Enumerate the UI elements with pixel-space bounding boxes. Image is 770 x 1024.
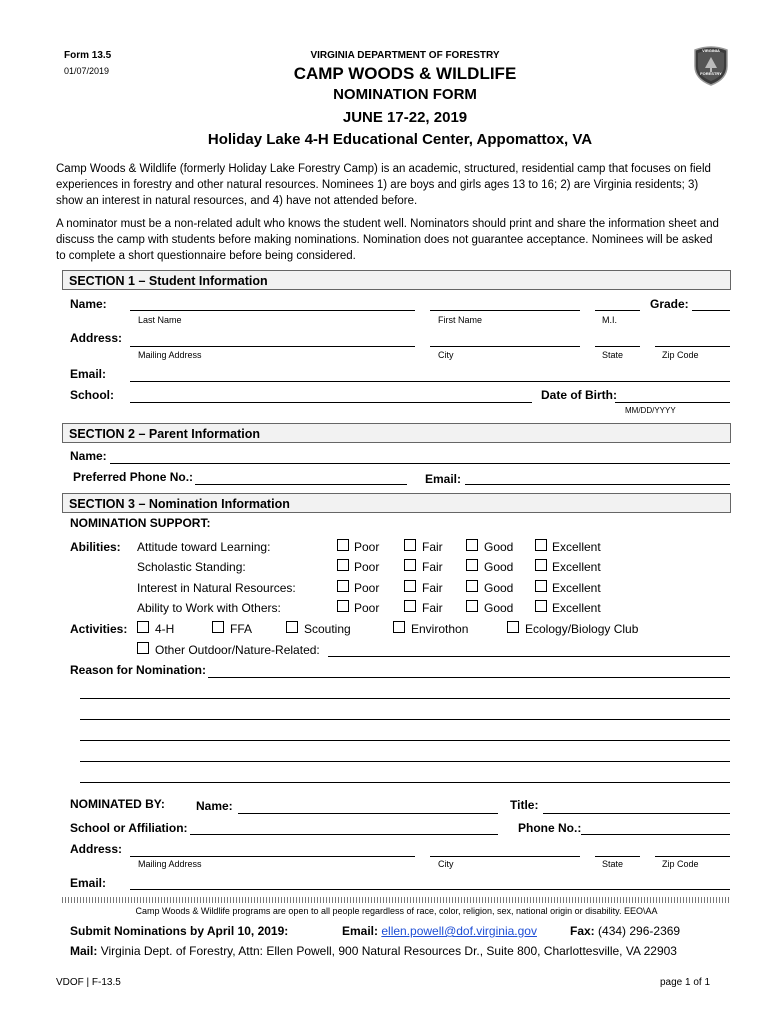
student-name-label: Name: bbox=[70, 297, 107, 311]
nominator-title-label: Title: bbox=[510, 798, 539, 812]
section-3-header: SECTION 3 – Nomination Information bbox=[62, 493, 731, 513]
form-date: 01/07/2019 bbox=[64, 66, 110, 76]
fax-number: (434) 296-2369 bbox=[598, 924, 681, 938]
affiliation-label: School or Affiliation: bbox=[70, 821, 188, 835]
activity-4h-checkbox[interactable] bbox=[137, 621, 149, 633]
mail-address-group bbox=[70, 944, 730, 958]
scholastic-poor-label: Poor bbox=[354, 560, 380, 574]
nominator-name-field[interactable] bbox=[238, 813, 498, 814]
city-caption: City bbox=[438, 350, 454, 360]
school-field[interactable] bbox=[130, 402, 532, 403]
activity-ffa-checkbox[interactable] bbox=[212, 621, 224, 633]
submit-email-link[interactable]: ellen.powell@dof.virginia.gov bbox=[381, 924, 537, 938]
reason-line-2[interactable] bbox=[80, 698, 730, 699]
school-label: School: bbox=[70, 388, 114, 402]
attitude-good-label: Good bbox=[484, 540, 514, 554]
first-name-caption: First Name bbox=[438, 315, 483, 325]
reason-line-4[interactable] bbox=[80, 740, 730, 741]
submit-email-group bbox=[342, 924, 537, 938]
work-fair-label: Fair bbox=[422, 601, 443, 615]
student-mi-field[interactable] bbox=[595, 310, 640, 311]
scholastic-good-checkbox[interactable] bbox=[466, 559, 478, 571]
activity-other-field[interactable] bbox=[328, 656, 730, 657]
activity-envirothon-checkbox[interactable] bbox=[393, 621, 405, 633]
dob-format-caption: MM/DD/YYYY bbox=[625, 406, 676, 415]
activity-ffa-label: FFA bbox=[230, 622, 253, 636]
page-number: page 1 of 1 bbox=[660, 977, 711, 988]
nominator-email-label: Email: bbox=[70, 876, 107, 890]
interest-good-checkbox[interactable] bbox=[466, 580, 478, 592]
reason-line-6[interactable] bbox=[80, 782, 730, 783]
student-email-field[interactable] bbox=[130, 381, 730, 382]
affiliation-field[interactable] bbox=[190, 834, 498, 835]
mi-caption: M.I. bbox=[602, 315, 617, 325]
scholastic-fair-checkbox[interactable] bbox=[404, 559, 416, 571]
hatched-divider bbox=[62, 897, 731, 903]
nominator-mailing-caption: Mailing Address bbox=[138, 859, 202, 869]
ability-interest-label: Interest in Natural Resources: bbox=[137, 581, 296, 595]
nominator-mailing-address-field[interactable] bbox=[130, 856, 415, 857]
activity-other-checkbox[interactable] bbox=[137, 642, 149, 654]
dob-label: Date of Birth: bbox=[541, 388, 617, 402]
intro-paragraph-1: Camp Woods & Wildlife (formerly Holiday Lake Forestry Camp) is an academic, structured, residential camp that focuses on field experiences in forestry and other natural resources. Nominees 1) are boys and girls ages 13 to 16; 2) are Virginia residents; 3) show an interest in natural resources, and 4) have not attended before. bbox=[56, 163, 711, 207]
interest-fair-label: Fair bbox=[422, 581, 443, 595]
scholastic-fair-label: Fair bbox=[422, 560, 443, 574]
interest-excellent-checkbox[interactable] bbox=[535, 580, 547, 592]
submit-email-label: Email: bbox=[342, 924, 379, 938]
mail-address: Virginia Dept. of Forestry, Attn: Ellen Powell, 900 Natural Resources Dr., Suite 800, Charlottesville, VA 22903 bbox=[100, 944, 677, 958]
nominator-zip-caption: Zip Code bbox=[662, 859, 699, 869]
attitude-excellent-label: Excellent bbox=[552, 540, 601, 554]
student-mailing-address-field[interactable] bbox=[130, 346, 415, 347]
scholastic-good-label: Good bbox=[484, 560, 514, 574]
parent-phone-label: Preferred Phone No.: bbox=[73, 470, 194, 484]
activity-ecology-checkbox[interactable] bbox=[507, 621, 519, 633]
work-excellent-label: Excellent bbox=[552, 601, 601, 615]
scholastic-excellent-checkbox[interactable] bbox=[535, 559, 547, 571]
attitude-poor-checkbox[interactable] bbox=[337, 539, 349, 551]
nominator-state-caption: State bbox=[602, 859, 624, 869]
fax-group bbox=[570, 924, 680, 938]
activity-other-label: Other Outdoor/Nature-Related: bbox=[155, 643, 320, 657]
mailing-address-caption: Mailing Address bbox=[138, 350, 202, 360]
nominator-city-caption: City bbox=[438, 859, 454, 869]
camp-dates: JUNE 17-22, 2019 bbox=[342, 109, 468, 126]
ability-work-label: Ability to Work with Others: bbox=[137, 601, 281, 615]
work-good-checkbox[interactable] bbox=[466, 600, 478, 612]
intro-paragraph-2: A nominator must be a non-related adult who knows the student well. Nominators should print and share the information sheet and discuss the camp with students before making nominations. Nomination does not guarantee acceptance. Nominees will be asked to complete a short questionnaire before being considered. bbox=[56, 218, 719, 262]
parent-phone-field[interactable] bbox=[195, 484, 407, 485]
work-poor-checkbox[interactable] bbox=[337, 600, 349, 612]
nominator-name-label: Name: bbox=[196, 799, 233, 813]
work-fair-checkbox[interactable] bbox=[404, 600, 416, 612]
section-1-header: SECTION 1 – Student Information bbox=[62, 270, 731, 290]
student-address-label: Address: bbox=[70, 331, 123, 345]
student-zip-field[interactable] bbox=[655, 346, 730, 347]
section-2-header: SECTION 2 – Parent Information bbox=[62, 423, 731, 443]
last-name-caption: Last Name bbox=[138, 315, 182, 325]
nominator-state-field[interactable] bbox=[595, 856, 640, 857]
nominator-title-field[interactable] bbox=[543, 813, 730, 814]
student-last-name-field[interactable] bbox=[130, 310, 415, 311]
nomination-support-label: NOMINATION SUPPORT: bbox=[70, 516, 211, 530]
form-title-line1: CAMP WOODS & WILDLIFE bbox=[293, 64, 517, 83]
ability-attitude-label: Attitude toward Learning: bbox=[137, 540, 271, 554]
attitude-poor-label: Poor bbox=[354, 540, 380, 554]
forestry-shield-logo bbox=[690, 44, 732, 86]
submit-deadline: Submit Nominations by April 10, 2019: bbox=[70, 924, 289, 938]
scholastic-poor-checkbox[interactable] bbox=[337, 559, 349, 571]
activity-scouting-checkbox[interactable] bbox=[286, 621, 298, 633]
work-good-label: Good bbox=[484, 601, 514, 615]
attitude-good-checkbox[interactable] bbox=[466, 539, 478, 551]
reason-line-5[interactable] bbox=[80, 761, 730, 762]
nominator-phone-field[interactable] bbox=[581, 834, 730, 835]
eeo-statement: Camp Woods & Wildlife programs are open to all people regardless of race, color, religion, sex, national origin or disability. EEO\AA bbox=[135, 906, 658, 916]
nominator-email-field[interactable] bbox=[130, 889, 730, 890]
form-code: VDOF | F-13.5 bbox=[56, 977, 121, 988]
ability-scholastic-label: Scholastic Standing: bbox=[137, 560, 246, 574]
parent-name-field[interactable] bbox=[110, 463, 730, 464]
student-email-label: Email: bbox=[70, 367, 107, 381]
student-first-name-field[interactable] bbox=[430, 310, 580, 311]
activity-4h-label: 4-H bbox=[155, 622, 175, 636]
work-excellent-checkbox[interactable] bbox=[535, 600, 547, 612]
attitude-fair-label: Fair bbox=[422, 540, 443, 554]
student-city-field[interactable] bbox=[430, 346, 580, 347]
nominator-city-field[interactable] bbox=[430, 856, 580, 857]
parent-email-field[interactable] bbox=[465, 484, 730, 485]
activity-scouting-label: Scouting bbox=[304, 622, 351, 636]
interest-poor-checkbox[interactable] bbox=[337, 580, 349, 592]
form-title-line2: NOMINATION FORM bbox=[333, 86, 477, 103]
nominator-phone-label: Phone No.: bbox=[518, 821, 582, 835]
parent-email-label: Email: bbox=[425, 472, 462, 486]
interest-poor-label: Poor bbox=[354, 581, 380, 595]
scholastic-excellent-label: Excellent bbox=[552, 560, 601, 574]
form-number: Form 13.5 bbox=[64, 50, 112, 61]
grade-field[interactable] bbox=[692, 310, 730, 311]
fax-label: Fax: bbox=[570, 924, 595, 938]
interest-excellent-label: Excellent bbox=[552, 581, 601, 595]
activity-envirothon-label: Envirothon bbox=[411, 622, 469, 636]
logo-bottom-text: FORESTRY bbox=[700, 71, 722, 76]
reason-line-1[interactable] bbox=[208, 677, 730, 678]
state-caption: State bbox=[602, 350, 624, 360]
nominator-address-label: Address: bbox=[70, 842, 123, 856]
attitude-excellent-checkbox[interactable] bbox=[535, 539, 547, 551]
interest-good-label: Good bbox=[484, 581, 514, 595]
abilities-label: Abilities: bbox=[70, 540, 121, 554]
logo-top-text: VIRGINIA bbox=[702, 48, 720, 53]
camp-location: Holiday Lake 4-H Educational Center, Appomattox, VA bbox=[207, 131, 593, 148]
interest-fair-checkbox[interactable] bbox=[404, 580, 416, 592]
nominated-by-heading: NOMINATED BY: bbox=[70, 797, 165, 811]
agency-name: VIRGINIA DEPARTMENT OF FORESTRY bbox=[310, 50, 500, 61]
nominator-zip-field[interactable] bbox=[655, 856, 730, 857]
reason-label: Reason for Nomination: bbox=[70, 663, 207, 677]
activity-ecology-label: Ecology/Biology Club bbox=[525, 622, 639, 636]
mail-label: Mail: bbox=[70, 944, 98, 958]
dob-field[interactable] bbox=[615, 402, 730, 403]
reason-line-3[interactable] bbox=[80, 719, 730, 720]
student-state-field[interactable] bbox=[595, 346, 640, 347]
grade-label: Grade: bbox=[650, 297, 689, 311]
activities-label: Activities: bbox=[70, 622, 128, 636]
work-poor-label: Poor bbox=[354, 601, 380, 615]
zip-caption: Zip Code bbox=[662, 350, 699, 360]
attitude-fair-checkbox[interactable] bbox=[404, 539, 416, 551]
parent-name-label: Name: bbox=[70, 449, 107, 463]
